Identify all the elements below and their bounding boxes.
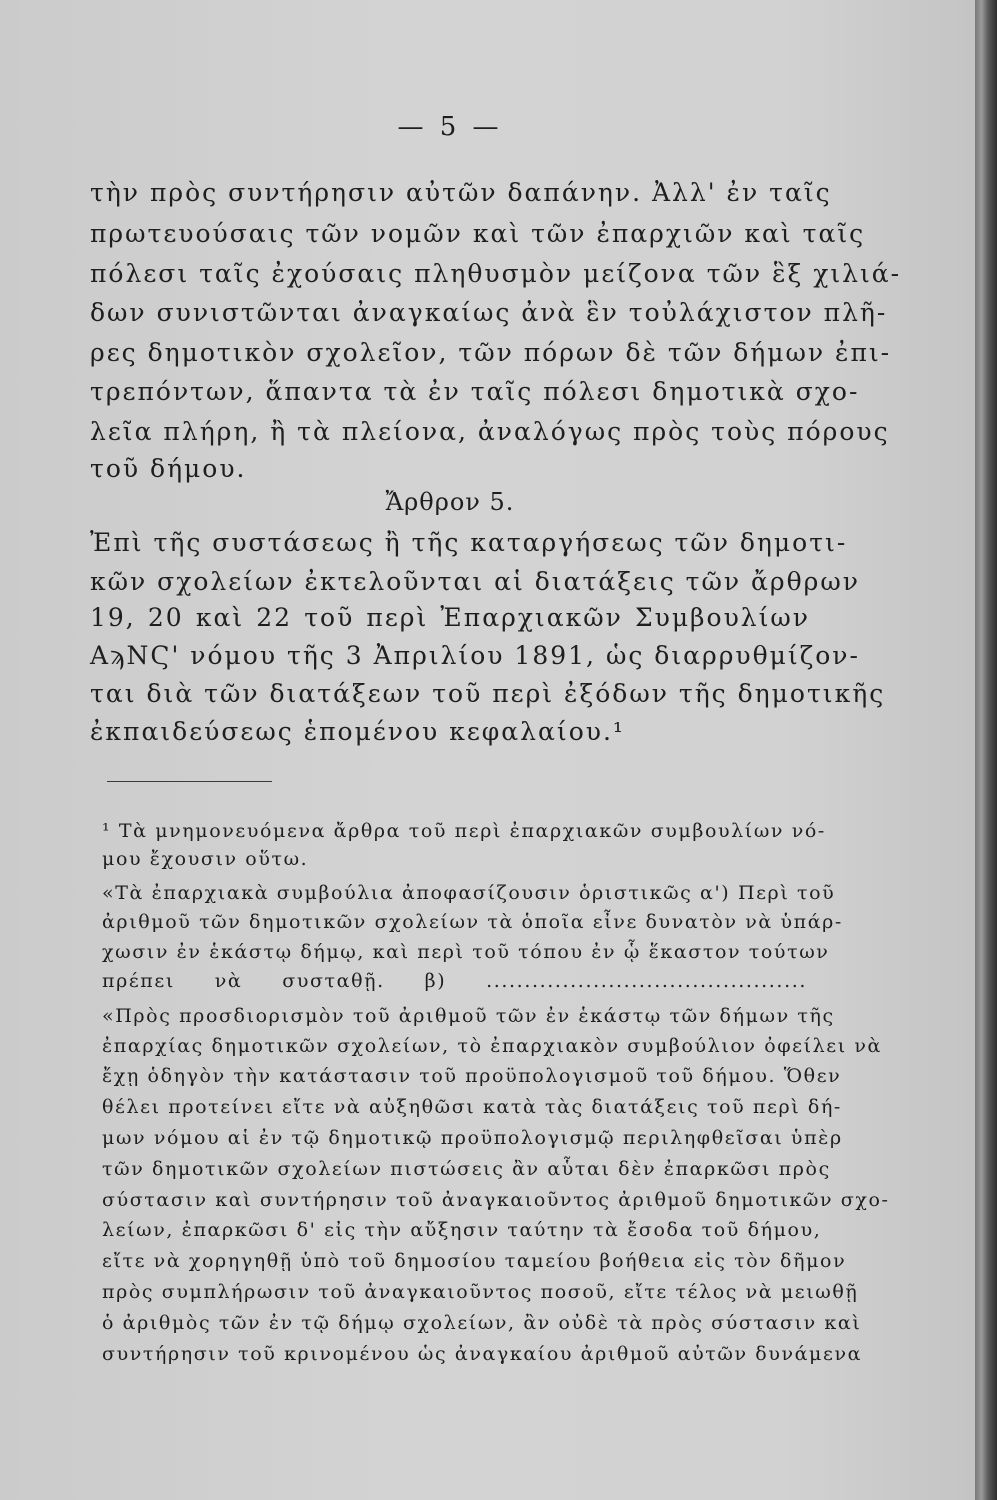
footnote-line: «Πρὸς προσδιορισμὸν τοῦ ἀριθμοῦ τῶν ἐν ἑκάστῳ τῶν δήμων τῆς bbox=[102, 1005, 835, 1027]
article-line: 19, 20 καὶ 22 τοῦ περὶ Ἐπαρχιακῶν Συμβουλίων bbox=[90, 603, 810, 632]
footnote-line: μων νόμου αἱ ἐν τῷ δημοτικῷ προϋπολογισμῷ περιληφθεῖσαι ὑπὲρ bbox=[102, 1127, 843, 1149]
body-line: τοῦ δήμου. bbox=[90, 454, 247, 483]
footnote-line: ἐπαρχίας δημοτικῶν σχολείων, τὸ ἐπαρχιακὸν συμβούλιον ὀφείλει νὰ bbox=[102, 1035, 882, 1057]
footnote-line: χωσιν ἐν ἑκάστῳ δήμῳ, καὶ περὶ τοῦ τόπου ἐν ᾧ ἕκαστον τούτων bbox=[102, 941, 830, 963]
footnote-line: ὁ ἀριθμὸς τῶν ἐν τῷ δήμῳ σχολείων, ἂν οὐδὲ τὰ πρὸς σύστασιν καὶ bbox=[102, 1312, 862, 1334]
footnote-line: ἔχῃ ὁδηγὸν τὴν κατάστασιν τοῦ προϋπολογισμοῦ τοῦ δήμου. Ὅθεν bbox=[102, 1065, 842, 1087]
footnote-line: λείων, ἐπαρκῶσι δ' εἰς τὴν αὔξησιν ταύτην τὰ ἔσοδα τοῦ δήμου, bbox=[102, 1219, 822, 1241]
footnote-line: πρέπει νὰ συσταθῇ. β) .......................................... bbox=[102, 970, 807, 992]
footnote-separator bbox=[107, 781, 272, 782]
footnote-line: πρὸς συμπλήρωσιν τοῦ ἀναγκαιοῦντος ποσοῦ, εἴτε τέλος νὰ μειωθῇ bbox=[102, 1281, 859, 1303]
footnote-line: εἴτε νὰ χορηγηθῇ ὑπὸ τοῦ δημοσίου ταμείου βοήθεια εἰς τὸν δῆμον bbox=[102, 1250, 847, 1272]
page-number: — 5 — bbox=[397, 112, 503, 142]
footnote-line: συντήρησιν τοῦ κρινομένου ὡς ἀναγκαίου ἀριθμοῦ αὐτῶν δυνάμενα bbox=[102, 1343, 863, 1365]
body-line: πρωτευούσαις τῶν νομῶν καὶ τῶν ἐπαρχιῶν καὶ ταῖς bbox=[90, 219, 866, 248]
body-line: λεῖα πλήρη, ἢ τὰ πλείονα, ἀναλόγως πρὸς τοὺς πόρους bbox=[90, 417, 890, 446]
article-line: Ἐπὶ τῆς συστάσεως ἢ τῆς καταργήσεως τῶν δημοτι- bbox=[90, 528, 848, 557]
article-line: ται διὰ τῶν διατάξεων τοῦ περὶ ἐξόδων τῆς δημοτικῆς bbox=[90, 679, 886, 708]
article-line: ΑϡΝϚ' νόμου τῆς 3 Ἀπριλίου 1891, ὡς διαρρυθμίζον- bbox=[90, 641, 860, 670]
footnote-line: ¹ Τὰ μνημονευόμενα ἄρθρα τοῦ περὶ ἐπαρχιακῶν συμβουλίων νό- bbox=[102, 820, 826, 842]
body-line: ρες δημοτικὸν σχολεῖον, τῶν πόρων δὲ τῶν δήμων ἐπι- bbox=[90, 338, 892, 367]
footnote-line: μου ἔχουσιν οὕτω. bbox=[102, 848, 309, 870]
article-line: ἐκπαιδεύσεως ἑπομένου κεφαλαίου.¹ bbox=[90, 717, 625, 746]
footnote-line: «Τὰ ἐπαρχιακὰ συμβούλια ἀποφασίζουσιν ὁριστικῶς α') Περὶ τοῦ bbox=[102, 882, 836, 904]
body-line: πόλεσι ταῖς ἐχούσαις πληθυσμὸν μείζονα τῶν ἓξ χιλιά- bbox=[90, 259, 902, 288]
article-heading: Ἄρθρον 5. bbox=[385, 488, 515, 516]
footnote-line: τῶν δημοτικῶν σχολείων πιστώσεις ἂν αὗται δὲν ἐπαρκῶσι πρὸς bbox=[102, 1158, 831, 1180]
article-line: κῶν σχολείων ἐκτελοῦνται αἱ διατάξεις τῶν ἄρθρων bbox=[90, 567, 860, 596]
body-line: τρεπόντων, ἅπαντα τὰ ἐν ταῖς πόλεσι δημοτικὰ σχο- bbox=[90, 377, 860, 406]
footnote-line: σύστασιν καὶ συντήρησιν τοῦ ἀναγκαιοῦντος ἀριθμοῦ δημοτικῶν σχο- bbox=[102, 1189, 890, 1211]
page-edge-shadow bbox=[975, 0, 997, 1500]
body-line: τὴν πρὸς συντήρησιν αὐτῶν δαπάνην. Ἀλλ' ἐν ταῖς bbox=[90, 178, 832, 207]
footnote-line: ἀριθμοῦ τῶν δημοτικῶν σχολείων τὰ ὁποῖα εἶνε δυνατὸν νὰ ὑπάρ- bbox=[102, 911, 843, 933]
footnote-line: θέλει προτείνει εἴτε νὰ αὐξηθῶσι κατὰ τὰς διατάξεις τοῦ περὶ δή- bbox=[102, 1096, 842, 1118]
body-line: δων συνιστῶνται ἀναγκαίως ἀνὰ ἓν τοὐλάχιστον πλῆ- bbox=[90, 298, 888, 327]
